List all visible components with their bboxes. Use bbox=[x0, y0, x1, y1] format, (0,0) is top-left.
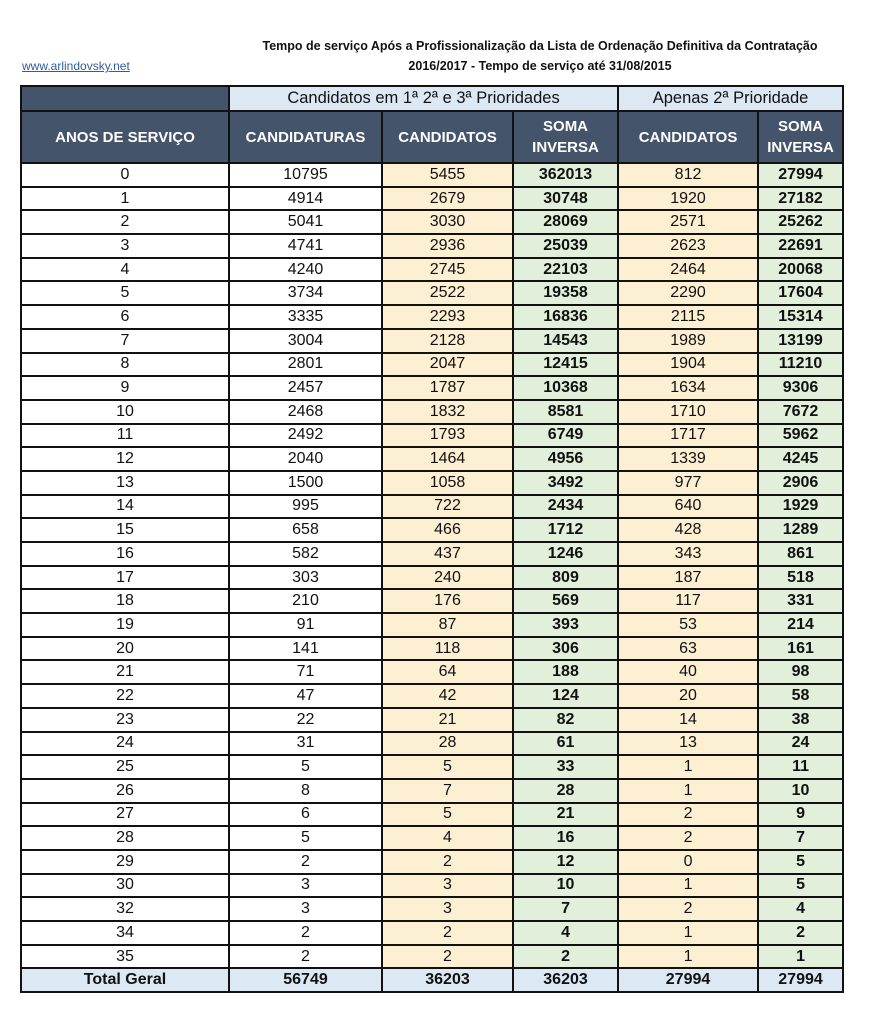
cell-candidatos: 2522 bbox=[382, 281, 513, 305]
cell-anos: 35 bbox=[21, 945, 229, 969]
cell-candidatos-2: 1989 bbox=[618, 329, 758, 353]
cell-candidaturas: 3004 bbox=[229, 329, 382, 353]
cell-candidaturas: 4914 bbox=[229, 187, 382, 211]
cell-soma-inversa-2: 15314 bbox=[758, 305, 843, 329]
cell-candidaturas: 2 bbox=[229, 850, 382, 874]
cell-soma-inversa: 1712 bbox=[513, 518, 618, 542]
cell-candidaturas: 22 bbox=[229, 708, 382, 732]
cell-candidatos: 1832 bbox=[382, 400, 513, 424]
cell-candidatos-2: 2 bbox=[618, 803, 758, 827]
cell-candidatos: 722 bbox=[382, 495, 513, 519]
cell-soma-inversa: 28 bbox=[513, 779, 618, 803]
total-row bbox=[21, 968, 843, 992]
cell-candidaturas: 1500 bbox=[229, 471, 382, 495]
cell-candidatos: 64 bbox=[382, 660, 513, 684]
table-row bbox=[21, 779, 843, 803]
page-title bbox=[220, 36, 860, 76]
col-header-candidaturas: CANDIDATURAS bbox=[229, 111, 382, 163]
corner-cell bbox=[21, 86, 229, 111]
cell-candidaturas: 6 bbox=[229, 803, 382, 827]
cell-candidatos-2: 1904 bbox=[618, 353, 758, 377]
table-row bbox=[21, 637, 843, 661]
cell-soma-inversa-2: 1 bbox=[758, 945, 843, 969]
cell-soma-inversa: 2434 bbox=[513, 495, 618, 519]
cell-anos: 1 bbox=[21, 187, 229, 211]
cell-candidaturas: 3734 bbox=[229, 281, 382, 305]
cell-soma-inversa-2: 11210 bbox=[758, 353, 843, 377]
cell-soma-inversa-2: 2 bbox=[758, 921, 843, 945]
cell-soma-inversa-2: 214 bbox=[758, 613, 843, 637]
cell-soma-inversa: 10 bbox=[513, 874, 618, 898]
cell-soma-inversa-2: 17604 bbox=[758, 281, 843, 305]
cell-candidatos-2: 13 bbox=[618, 732, 758, 756]
cell-soma-inversa: 61 bbox=[513, 732, 618, 756]
cell-candidaturas: 4240 bbox=[229, 258, 382, 282]
cell-candidatos-2: 977 bbox=[618, 471, 758, 495]
cell-soma-inversa: 28069 bbox=[513, 210, 618, 234]
cell-soma-inversa: 362013 bbox=[513, 163, 618, 187]
cell-anos: 10 bbox=[21, 400, 229, 424]
cell-anos: 21 bbox=[21, 660, 229, 684]
cell-candidatos-2: 117 bbox=[618, 589, 758, 613]
cell-soma-inversa-2: 161 bbox=[758, 637, 843, 661]
col-header-candidatos: CANDIDATOS bbox=[382, 111, 513, 163]
cell-anos: 24 bbox=[21, 732, 229, 756]
cell-candidatos: 3030 bbox=[382, 210, 513, 234]
cell-soma-inversa-2: 518 bbox=[758, 566, 843, 590]
table-row bbox=[21, 874, 843, 898]
cell-soma-inversa-2: 27182 bbox=[758, 187, 843, 211]
cell-soma-inversa-2: 22691 bbox=[758, 234, 843, 258]
total-candidaturas: 56749 bbox=[229, 968, 382, 992]
table-row bbox=[21, 897, 843, 921]
group-header-all-priorities: Candidatos em 1ª 2ª e 3ª Prioridades bbox=[229, 86, 618, 111]
cell-anos: 2 bbox=[21, 210, 229, 234]
cell-candidatos: 42 bbox=[382, 684, 513, 708]
cell-anos: 4 bbox=[21, 258, 229, 282]
cell-soma-inversa: 12 bbox=[513, 850, 618, 874]
cell-candidatos-2: 640 bbox=[618, 495, 758, 519]
cell-candidatos-2: 2571 bbox=[618, 210, 758, 234]
cell-candidaturas: 141 bbox=[229, 637, 382, 661]
cell-anos: 6 bbox=[21, 305, 229, 329]
cell-candidaturas: 3335 bbox=[229, 305, 382, 329]
cell-candidaturas: 8 bbox=[229, 779, 382, 803]
cell-candidatos-2: 1 bbox=[618, 874, 758, 898]
cell-candidatos: 240 bbox=[382, 566, 513, 590]
cell-candidatos-2: 0 bbox=[618, 850, 758, 874]
cell-candidatos-2: 1920 bbox=[618, 187, 758, 211]
cell-candidatos-2: 343 bbox=[618, 542, 758, 566]
cell-candidatos-2: 1 bbox=[618, 755, 758, 779]
table-row bbox=[21, 210, 843, 234]
col-header-soma-inversa-2: SOMA INVERSA bbox=[758, 111, 843, 163]
table-row bbox=[21, 424, 843, 448]
cell-soma-inversa: 33 bbox=[513, 755, 618, 779]
cell-anos: 7 bbox=[21, 329, 229, 353]
cell-candidaturas: 210 bbox=[229, 589, 382, 613]
cell-candidaturas: 303 bbox=[229, 566, 382, 590]
cell-anos: 26 bbox=[21, 779, 229, 803]
cell-candidatos-2: 2290 bbox=[618, 281, 758, 305]
table-row bbox=[21, 732, 843, 756]
cell-soma-inversa: 188 bbox=[513, 660, 618, 684]
cell-candidatos-2: 1 bbox=[618, 945, 758, 969]
cell-soma-inversa-2: 5962 bbox=[758, 424, 843, 448]
cell-candidatos: 7 bbox=[382, 779, 513, 803]
cell-anos: 8 bbox=[21, 353, 229, 377]
cell-anos: 18 bbox=[21, 589, 229, 613]
table-row bbox=[21, 803, 843, 827]
cell-anos: 12 bbox=[21, 447, 229, 471]
cell-soma-inversa: 124 bbox=[513, 684, 618, 708]
cell-candidatos: 1464 bbox=[382, 447, 513, 471]
cell-soma-inversa: 393 bbox=[513, 613, 618, 637]
cell-candidatos: 21 bbox=[382, 708, 513, 732]
col-header-soma-inversa: SOMA INVERSA bbox=[513, 111, 618, 163]
cell-candidatos-2: 1 bbox=[618, 779, 758, 803]
cell-candidatos: 87 bbox=[382, 613, 513, 637]
cell-soma-inversa-2: 1289 bbox=[758, 518, 843, 542]
cell-candidatos: 2293 bbox=[382, 305, 513, 329]
cell-candidaturas: 2801 bbox=[229, 353, 382, 377]
table-row bbox=[21, 518, 843, 542]
table-row bbox=[21, 234, 843, 258]
cell-anos: 0 bbox=[21, 163, 229, 187]
cell-soma-inversa-2: 5 bbox=[758, 850, 843, 874]
cell-anos: 15 bbox=[21, 518, 229, 542]
cell-candidaturas: 5 bbox=[229, 755, 382, 779]
cell-soma-inversa: 6749 bbox=[513, 424, 618, 448]
cell-anos: 17 bbox=[21, 566, 229, 590]
table-row bbox=[21, 305, 843, 329]
cell-soma-inversa: 14543 bbox=[513, 329, 618, 353]
cell-anos: 5 bbox=[21, 281, 229, 305]
cell-soma-inversa: 306 bbox=[513, 637, 618, 661]
cell-soma-inversa-2: 9306 bbox=[758, 376, 843, 400]
cell-candidatos-2: 20 bbox=[618, 684, 758, 708]
cell-soma-inversa: 3492 bbox=[513, 471, 618, 495]
cell-candidatos-2: 1339 bbox=[618, 447, 758, 471]
cell-candidatos: 2679 bbox=[382, 187, 513, 211]
cell-soma-inversa: 19358 bbox=[513, 281, 618, 305]
cell-soma-inversa: 12415 bbox=[513, 353, 618, 377]
cell-soma-inversa: 4 bbox=[513, 921, 618, 945]
cell-candidatos-2: 187 bbox=[618, 566, 758, 590]
table-row bbox=[21, 850, 843, 874]
col-header-candidatos-2: CANDIDATOS bbox=[618, 111, 758, 163]
cell-candidatos-2: 1717 bbox=[618, 424, 758, 448]
cell-candidatos: 1787 bbox=[382, 376, 513, 400]
cell-candidaturas: 5 bbox=[229, 826, 382, 850]
cell-candidaturas: 31 bbox=[229, 732, 382, 756]
cell-anos: 29 bbox=[21, 850, 229, 874]
cell-anos: 11 bbox=[21, 424, 229, 448]
cell-candidatos: 28 bbox=[382, 732, 513, 756]
cell-anos: 20 bbox=[21, 637, 229, 661]
title-line-1: Tempo de serviço Após a Profissionalização da Lista de Ordenação Definitiva da Contratação bbox=[262, 39, 818, 53]
cell-soma-inversa: 10368 bbox=[513, 376, 618, 400]
cell-soma-inversa-2: 7 bbox=[758, 826, 843, 850]
cell-candidatos: 5 bbox=[382, 755, 513, 779]
cell-candidaturas: 91 bbox=[229, 613, 382, 637]
cell-candidatos-2: 1710 bbox=[618, 400, 758, 424]
table-row bbox=[21, 495, 843, 519]
cell-anos: 23 bbox=[21, 708, 229, 732]
cell-soma-inversa-2: 10 bbox=[758, 779, 843, 803]
cell-soma-inversa: 21 bbox=[513, 803, 618, 827]
cell-soma-inversa: 7 bbox=[513, 897, 618, 921]
cell-anos: 32 bbox=[21, 897, 229, 921]
cell-candidatos: 2745 bbox=[382, 258, 513, 282]
cell-candidatos-2: 40 bbox=[618, 660, 758, 684]
cell-candidaturas: 2492 bbox=[229, 424, 382, 448]
cell-candidaturas: 3 bbox=[229, 897, 382, 921]
cell-candidatos: 2 bbox=[382, 921, 513, 945]
cell-soma-inversa-2: 98 bbox=[758, 660, 843, 684]
cell-anos: 28 bbox=[21, 826, 229, 850]
cell-candidatos: 2047 bbox=[382, 353, 513, 377]
cell-candidatos-2: 63 bbox=[618, 637, 758, 661]
cell-soma-inversa: 809 bbox=[513, 566, 618, 590]
cell-candidaturas: 5041 bbox=[229, 210, 382, 234]
table-row bbox=[21, 187, 843, 211]
table-row bbox=[21, 921, 843, 945]
table-row bbox=[21, 447, 843, 471]
table-row bbox=[21, 566, 843, 590]
cell-candidatos-2: 2 bbox=[618, 897, 758, 921]
table-row bbox=[21, 660, 843, 684]
cell-candidaturas: 2 bbox=[229, 921, 382, 945]
cell-soma-inversa-2: 4 bbox=[758, 897, 843, 921]
cell-candidatos: 1793 bbox=[382, 424, 513, 448]
cell-soma-inversa-2: 331 bbox=[758, 589, 843, 613]
cell-anos: 34 bbox=[21, 921, 229, 945]
cell-soma-inversa: 82 bbox=[513, 708, 618, 732]
cell-candidaturas: 4741 bbox=[229, 234, 382, 258]
cell-candidatos-2: 2464 bbox=[618, 258, 758, 282]
cell-anos: 27 bbox=[21, 803, 229, 827]
total-soma-inversa: 36203 bbox=[513, 968, 618, 992]
cell-soma-inversa: 569 bbox=[513, 589, 618, 613]
cell-candidatos: 176 bbox=[382, 589, 513, 613]
table-row bbox=[21, 542, 843, 566]
table-row bbox=[21, 353, 843, 377]
cell-candidatos: 118 bbox=[382, 637, 513, 661]
cell-soma-inversa-2: 24 bbox=[758, 732, 843, 756]
cell-candidatos: 437 bbox=[382, 542, 513, 566]
table-row bbox=[21, 163, 843, 187]
table-row bbox=[21, 589, 843, 613]
cell-anos: 30 bbox=[21, 874, 229, 898]
cell-candidatos: 5 bbox=[382, 803, 513, 827]
cell-soma-inversa: 4956 bbox=[513, 447, 618, 471]
cell-candidatos-2: 2 bbox=[618, 826, 758, 850]
table-row bbox=[21, 258, 843, 282]
group-header-second-priority: Apenas 2ª Prioridade bbox=[618, 86, 843, 111]
cell-soma-inversa: 16836 bbox=[513, 305, 618, 329]
cell-soma-inversa-2: 58 bbox=[758, 684, 843, 708]
cell-soma-inversa: 8581 bbox=[513, 400, 618, 424]
table-row bbox=[21, 613, 843, 637]
cell-candidatos-2: 1 bbox=[618, 921, 758, 945]
cell-soma-inversa-2: 9 bbox=[758, 803, 843, 827]
cell-anos: 25 bbox=[21, 755, 229, 779]
cell-soma-inversa-2: 38 bbox=[758, 708, 843, 732]
table-row bbox=[21, 945, 843, 969]
cell-soma-inversa: 1246 bbox=[513, 542, 618, 566]
cell-candidaturas: 582 bbox=[229, 542, 382, 566]
cell-soma-inversa-2: 5 bbox=[758, 874, 843, 898]
cell-candidatos: 3 bbox=[382, 874, 513, 898]
cell-candidatos-2: 428 bbox=[618, 518, 758, 542]
cell-soma-inversa: 16 bbox=[513, 826, 618, 850]
cell-candidatos-2: 1634 bbox=[618, 376, 758, 400]
cell-soma-inversa: 25039 bbox=[513, 234, 618, 258]
cell-soma-inversa-2: 25262 bbox=[758, 210, 843, 234]
cell-soma-inversa-2: 7672 bbox=[758, 400, 843, 424]
cell-candidatos-2: 2623 bbox=[618, 234, 758, 258]
service-time-table bbox=[20, 85, 844, 993]
cell-candidaturas: 47 bbox=[229, 684, 382, 708]
table-row bbox=[21, 755, 843, 779]
cell-anos: 9 bbox=[21, 376, 229, 400]
table-row bbox=[21, 684, 843, 708]
cell-candidatos: 2 bbox=[382, 945, 513, 969]
cell-candidaturas: 2040 bbox=[229, 447, 382, 471]
cell-soma-inversa-2: 861 bbox=[758, 542, 843, 566]
cell-candidatos-2: 14 bbox=[618, 708, 758, 732]
total-candidatos: 36203 bbox=[382, 968, 513, 992]
title-line-2: 2016/2017 - Tempo de serviço até 31/08/2015 bbox=[408, 59, 672, 73]
cell-candidaturas: 10795 bbox=[229, 163, 382, 187]
total-anos: Total Geral bbox=[21, 968, 229, 992]
table-row bbox=[21, 400, 843, 424]
cell-soma-inversa-2: 1929 bbox=[758, 495, 843, 519]
cell-anos: 3 bbox=[21, 234, 229, 258]
cell-candidaturas: 2457 bbox=[229, 376, 382, 400]
cell-soma-inversa-2: 4245 bbox=[758, 447, 843, 471]
cell-candidatos: 2936 bbox=[382, 234, 513, 258]
total-candidatos-2: 27994 bbox=[618, 968, 758, 992]
cell-anos: 22 bbox=[21, 684, 229, 708]
total-soma-inversa-2: 27994 bbox=[758, 968, 843, 992]
table-row bbox=[21, 329, 843, 353]
cell-candidaturas: 71 bbox=[229, 660, 382, 684]
cell-candidatos: 2 bbox=[382, 850, 513, 874]
cell-candidaturas: 3 bbox=[229, 874, 382, 898]
cell-soma-inversa: 22103 bbox=[513, 258, 618, 282]
cell-soma-inversa: 2 bbox=[513, 945, 618, 969]
table-row bbox=[21, 281, 843, 305]
cell-candidaturas: 2468 bbox=[229, 400, 382, 424]
cell-candidatos-2: 53 bbox=[618, 613, 758, 637]
cell-candidatos: 2128 bbox=[382, 329, 513, 353]
cell-soma-inversa-2: 11 bbox=[758, 755, 843, 779]
cell-candidatos-2: 812 bbox=[618, 163, 758, 187]
cell-anos: 19 bbox=[21, 613, 229, 637]
cell-soma-inversa: 30748 bbox=[513, 187, 618, 211]
cell-soma-inversa-2: 27994 bbox=[758, 163, 843, 187]
cell-soma-inversa-2: 13199 bbox=[758, 329, 843, 353]
cell-soma-inversa-2: 2906 bbox=[758, 471, 843, 495]
cell-anos: 14 bbox=[21, 495, 229, 519]
cell-candidaturas: 2 bbox=[229, 945, 382, 969]
cell-soma-inversa-2: 20068 bbox=[758, 258, 843, 282]
cell-candidatos: 466 bbox=[382, 518, 513, 542]
table-row bbox=[21, 826, 843, 850]
table-row bbox=[21, 708, 843, 732]
table-row bbox=[21, 376, 843, 400]
table-row bbox=[21, 471, 843, 495]
cell-candidatos: 3 bbox=[382, 897, 513, 921]
site-link[interactable]: www.arlindovsky.net bbox=[22, 59, 130, 73]
cell-candidaturas: 995 bbox=[229, 495, 382, 519]
cell-candidaturas: 658 bbox=[229, 518, 382, 542]
cell-candidatos: 4 bbox=[382, 826, 513, 850]
col-header-anos: ANOS DE SERVIÇO bbox=[21, 111, 229, 163]
cell-anos: 13 bbox=[21, 471, 229, 495]
cell-candidatos: 1058 bbox=[382, 471, 513, 495]
cell-candidatos: 5455 bbox=[382, 163, 513, 187]
cell-anos: 16 bbox=[21, 542, 229, 566]
cell-candidatos-2: 2115 bbox=[618, 305, 758, 329]
